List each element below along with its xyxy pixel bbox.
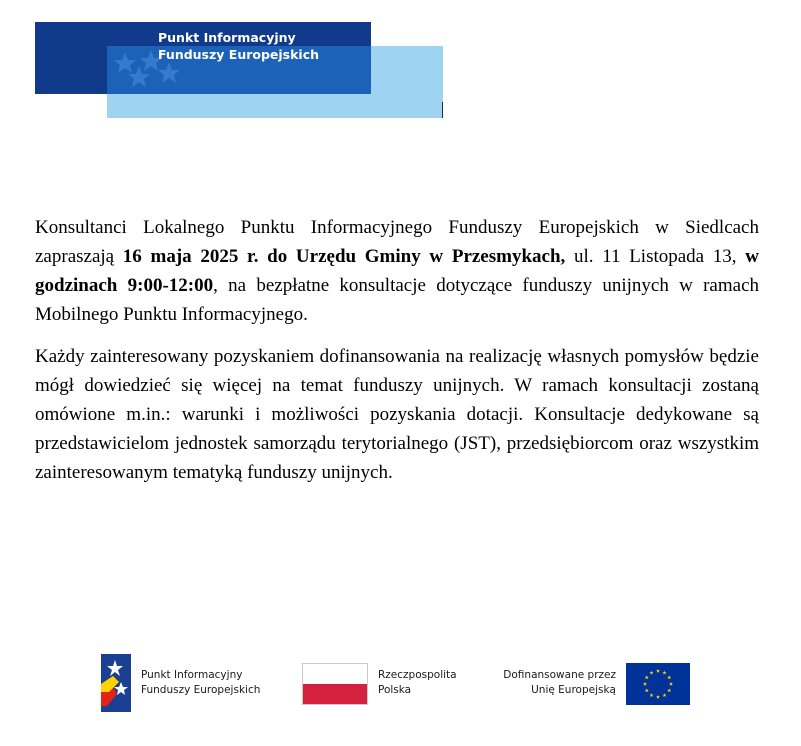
header-logo-text: [158, 29, 319, 63]
paragraph-2: Każdy zainteresowany pozyskaniem dofinansowania na realizację własnych pomysłów będzie mógł dowiedzieć się więcej na temat funduszy unijnych. W ramach konsultacji zostaną omówione m.in.: warunki i możliwości pozyskania dotacji. Konsultacje dedykowane są przedstawicielom jednostek samorządu terytorialnego (JST), przedsiębiorcom oraz wszystkim zainteresowanym tematyką funduszy unijnych.: [35, 346, 759, 483]
p1-text-2: ul. 11 Listopada 13,: [565, 246, 746, 267]
p1-text-3: , na bezpłatne konsultacje dotyczące funduszy unijnych w ramach Mobilnego Punktu Informacyjnego.: [35, 275, 760, 325]
header-logo-line1: Punkt Informacyjny: [158, 30, 296, 45]
fe-logo-icon: [101, 654, 131, 712]
eu-logo-line1: Dofinansowane przez: [503, 669, 616, 681]
fe-logo-line2: Funduszy Europejskich: [141, 684, 261, 696]
p1-bold-hours: w godzinach 9:00-12:00: [35, 246, 759, 296]
rp-logo-line1: Rzeczpospolita: [378, 669, 457, 681]
header-logo-line2: Funduszy Europejskich: [158, 47, 320, 62]
eu-flag-icon: [626, 663, 690, 705]
header-logo-tick: [442, 102, 443, 118]
p1-bold-date-place: 16 maja 2025 r. do Urzędu Gminy w Przesmykach,: [122, 246, 566, 267]
footer-logos: [0, 652, 801, 712]
rp-logo-line2: Polska: [378, 684, 412, 696]
paragraph-1: [35, 213, 759, 329]
fe-logo-line1: Punkt Informacyjny: [141, 669, 243, 681]
eu-logo-line2: Unię Europejską: [531, 684, 616, 696]
polish-flag-icon: [302, 663, 368, 705]
rp-logo-text: [378, 668, 457, 698]
fe-logo-text: [141, 668, 260, 698]
announcement-body: [35, 213, 759, 487]
eu-logo-text: [493, 668, 616, 698]
p1-text-1: Konsultanci Lokalnego Punktu Informacyjnego Funduszy Europejskich w Siedlcach zapraszają: [35, 217, 759, 267]
